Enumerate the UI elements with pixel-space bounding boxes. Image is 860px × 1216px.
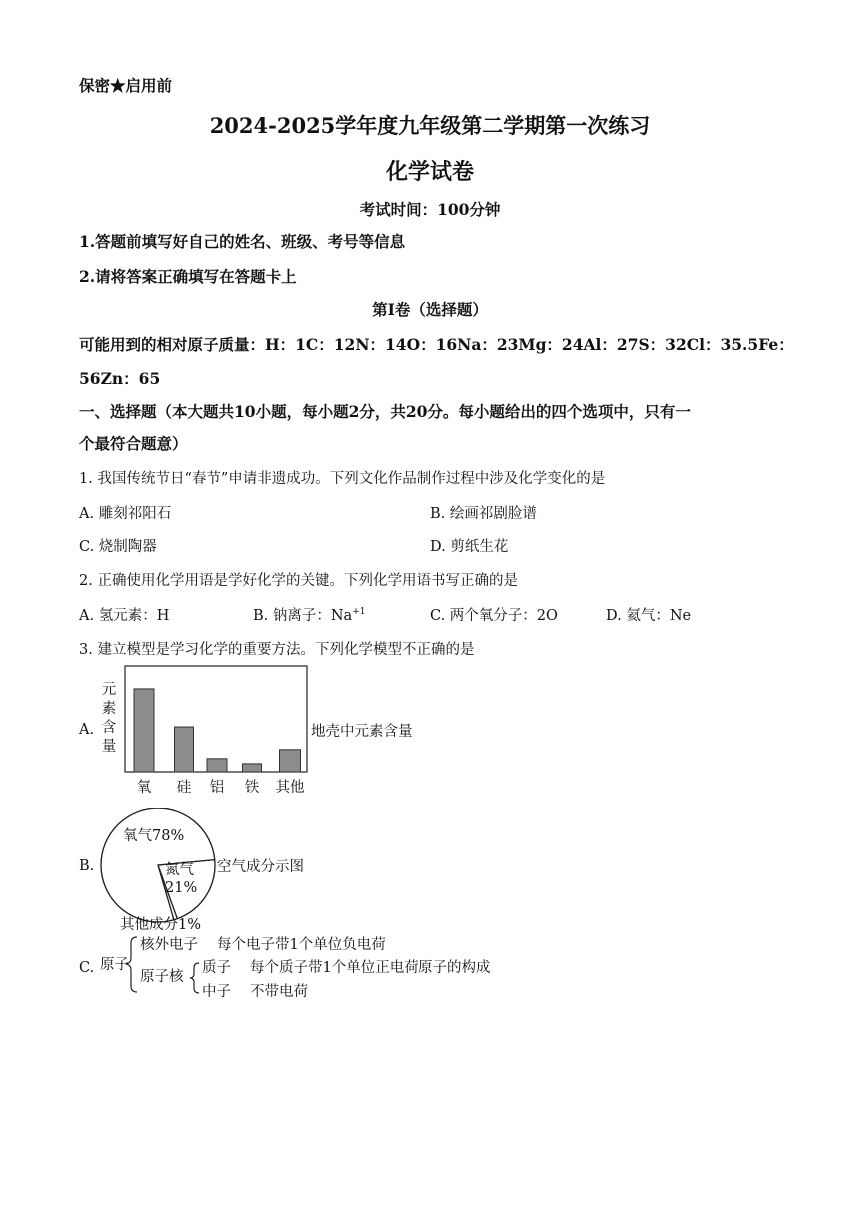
question-2-option-a: A. 氢元素：H (79, 608, 170, 624)
proton-label: 质子 (202, 960, 231, 976)
atom-structure-caption: 原子的构成 (418, 960, 491, 976)
question-1-option-a: A. 雕刻祁阳石 (79, 506, 172, 522)
atom-label: 原子 (100, 957, 129, 973)
bar-x-label-2: 铝 (209, 780, 225, 796)
exam-title: 2024-2025学年度九年级第二学期第一次练习 (209, 113, 651, 138)
confidential-label: 保密★启用前 (79, 76, 173, 95)
question-1-option-c: C. 烧制陶器 (79, 539, 157, 555)
question-3-option-b-label: B. (79, 858, 95, 874)
bar-x-label-3: 铁 (244, 780, 260, 796)
bar-x-label-1: 硅 (176, 780, 192, 796)
atom-brace (126, 937, 137, 992)
atom-structure-diagram (95, 930, 535, 1005)
bar-1 (175, 727, 194, 772)
pie-label-other: 其他成分1% (120, 917, 202, 933)
question-1-option-b: B. 绘画祁剧脸谱 (430, 506, 537, 522)
nucleus-brace (191, 963, 199, 993)
bar-2 (207, 759, 227, 772)
exam-subtitle: 化学试卷 (385, 159, 474, 185)
question-2-option-d: D. 氦气：Ne (606, 608, 692, 624)
bar-x-label-4: 其他 (275, 780, 305, 796)
part-one-heading-line-1: 一、选择题（本大题共10小题，每小题2分，共20分。每小题给出的四个选项中，只有一 (79, 402, 691, 421)
pie-label-oxygen: 氧气78% (123, 828, 185, 844)
question-1-stem: 1. 我国传统节日“春节”申请非遗成功。下列文化作品制作过程中涉及化学变化的是 (79, 471, 606, 487)
atomic-mass-line-2: 56Zn：65 (79, 369, 161, 388)
pie-label-nitrogen: 氮气 (165, 862, 194, 878)
crust-element-bar-chart (95, 662, 435, 802)
bar-x-label-0: 氧 (136, 780, 152, 796)
bar-y-label-char-0: 元 (101, 682, 117, 698)
section-title: 第I卷（选择题） (372, 300, 488, 319)
question-2-stem: 2. 正确使用化学用语是学好化学的关键。下列化学用语书写正确的是 (79, 573, 518, 589)
question-3-stem: 3. 建立模型是学习化学的重要方法。下列化学模型不正确的是 (79, 642, 475, 658)
instruction-2: 2.请将答案正确填写在答题卡上 (79, 267, 297, 286)
proton-description: 每个质子带1个单位正电荷 (250, 960, 419, 976)
bar-y-label-char-3: 量 (101, 739, 117, 755)
bar-chart-y-label (102, 681, 117, 755)
electron-label: 核外电子 (140, 937, 198, 953)
neutron-label: 中子 (202, 984, 231, 1000)
question-2-option-c: C. 两个氧分子：2O (430, 608, 558, 624)
question-2-option-b-text: B. 钠离子：Na (253, 608, 353, 624)
pie-label-nitrogen-percent: 21% (165, 880, 198, 896)
question-1-option-d: D. 剪纸生花 (430, 539, 509, 555)
bar-y-label-char-2: 含 (101, 720, 117, 736)
bar-chart-caption: 地壳中元素含量 (311, 724, 413, 740)
atomic-mass-line-1: 可能用到的相对原子质量：H：1C：12N：14O：16Na：23Mg：24Al：27S：32Cl：35.5Fe： (79, 335, 794, 354)
bar-0 (134, 689, 154, 772)
nucleus-label: 原子核 (140, 969, 184, 985)
bar-y-label-char-1: 素 (101, 701, 117, 717)
bar-chart-bars (134, 689, 301, 772)
bar-3 (243, 764, 262, 772)
bar-4 (280, 750, 301, 772)
electron-description: 每个电子带1个单位负电荷 (217, 937, 386, 953)
air-composition-pie-chart (95, 808, 335, 938)
neutron-description: 不带电荷 (250, 984, 308, 1000)
pie-chart-caption: 空气成分示图 (217, 859, 304, 875)
part-one-heading-line-2: 个最符合题意） (79, 434, 188, 453)
question-2-option-b-charge: +1 (352, 607, 366, 618)
question-2-option-b (253, 604, 366, 625)
bar-chart-x-labels (137, 779, 305, 796)
question-3-option-a-label: A. (79, 722, 95, 738)
exam-time: 考试时间：100分钟 (359, 200, 501, 219)
question-3-option-c-label: C. (79, 960, 95, 976)
instruction-1: 1.答题前填写好自己的姓名、班级、考号等信息 (79, 232, 406, 251)
